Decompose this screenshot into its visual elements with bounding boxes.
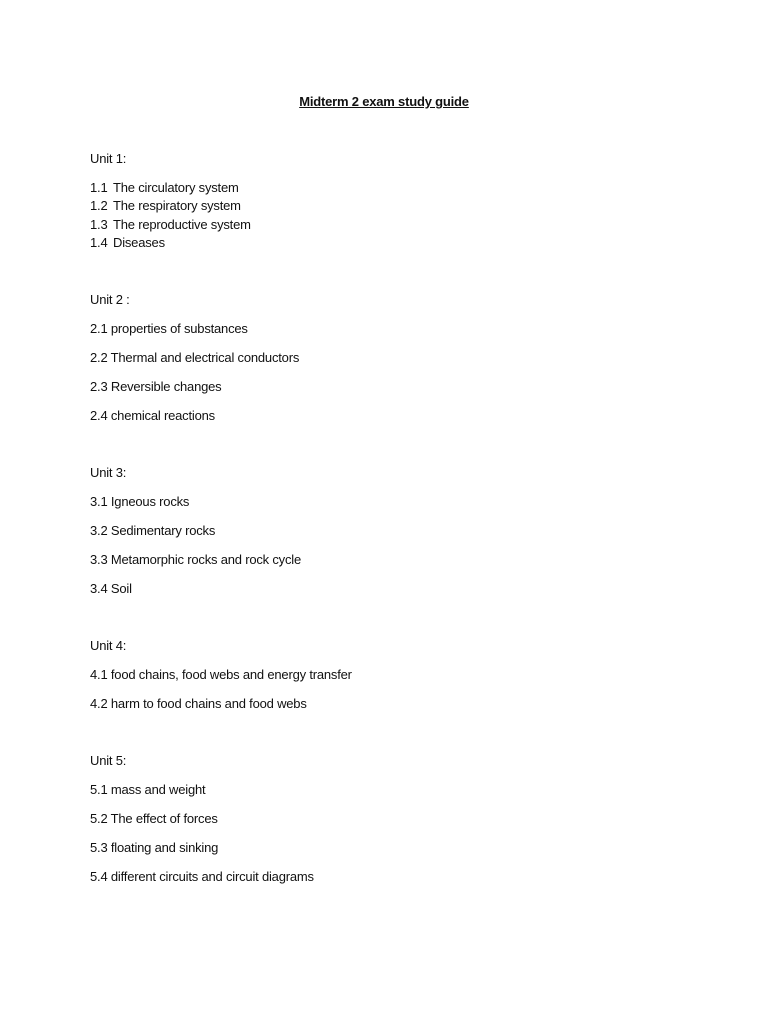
unit-section-5 [90,752,690,902]
unit-heading: Unit 5: [90,753,127,768]
unit-section-4 [90,637,690,752]
item-number: 1.4 [90,235,108,250]
list-item: 5.2 The effect of forces [90,810,218,826]
item-text: The circulatory system [113,179,239,195]
list-item: 3.1 Igneous rocks [90,493,190,509]
list-item: 4.1 food chains, food webs and energy transfer [90,666,352,682]
list-item: 2.2 Thermal and electrical conductors [90,349,300,365]
document-title: Midterm 2 exam study guide [299,94,469,109]
item-text: The respiratory system [113,198,241,213]
unit-heading: Unit 3: [90,465,127,480]
list-item: 5.1 mass and weight [90,781,206,797]
list-item [90,234,690,253]
list-item: 2.4 chemical reactions [90,407,215,423]
list-item: 4.2 harm to food chains and food webs [90,695,307,711]
list-item: 2.3 Reversible changes [90,378,222,394]
list-item: 2.1 properties of substances [90,320,248,336]
item-text: Diseases [113,235,165,250]
item-number: 1.2 [90,198,108,213]
list-item [90,179,690,198]
unit-section-1 [90,150,690,291]
item-text: The reproductive system [113,216,251,232]
document-body [90,150,690,902]
list-item: 3.4 Soil [90,580,132,596]
list-item: 5.4 different circuits and circuit diagrams [90,868,314,884]
item-number: 1.3 [90,216,108,232]
list-item: 3.2 Sedimentary rocks [90,522,216,538]
unit-heading: Unit 2 : [90,292,130,307]
list-item: 5.3 floating and sinking [90,839,219,855]
unit-heading: Unit 1: [90,151,127,166]
list-item [90,197,690,216]
list-item: 3.3 Metamorphic rocks and rock cycle [90,551,301,567]
item-number: 1.1 [90,179,108,195]
unit-section-2 [90,291,690,464]
list-item [90,216,690,235]
unit-section-3 [90,464,690,637]
unit-heading: Unit 4: [90,638,127,653]
